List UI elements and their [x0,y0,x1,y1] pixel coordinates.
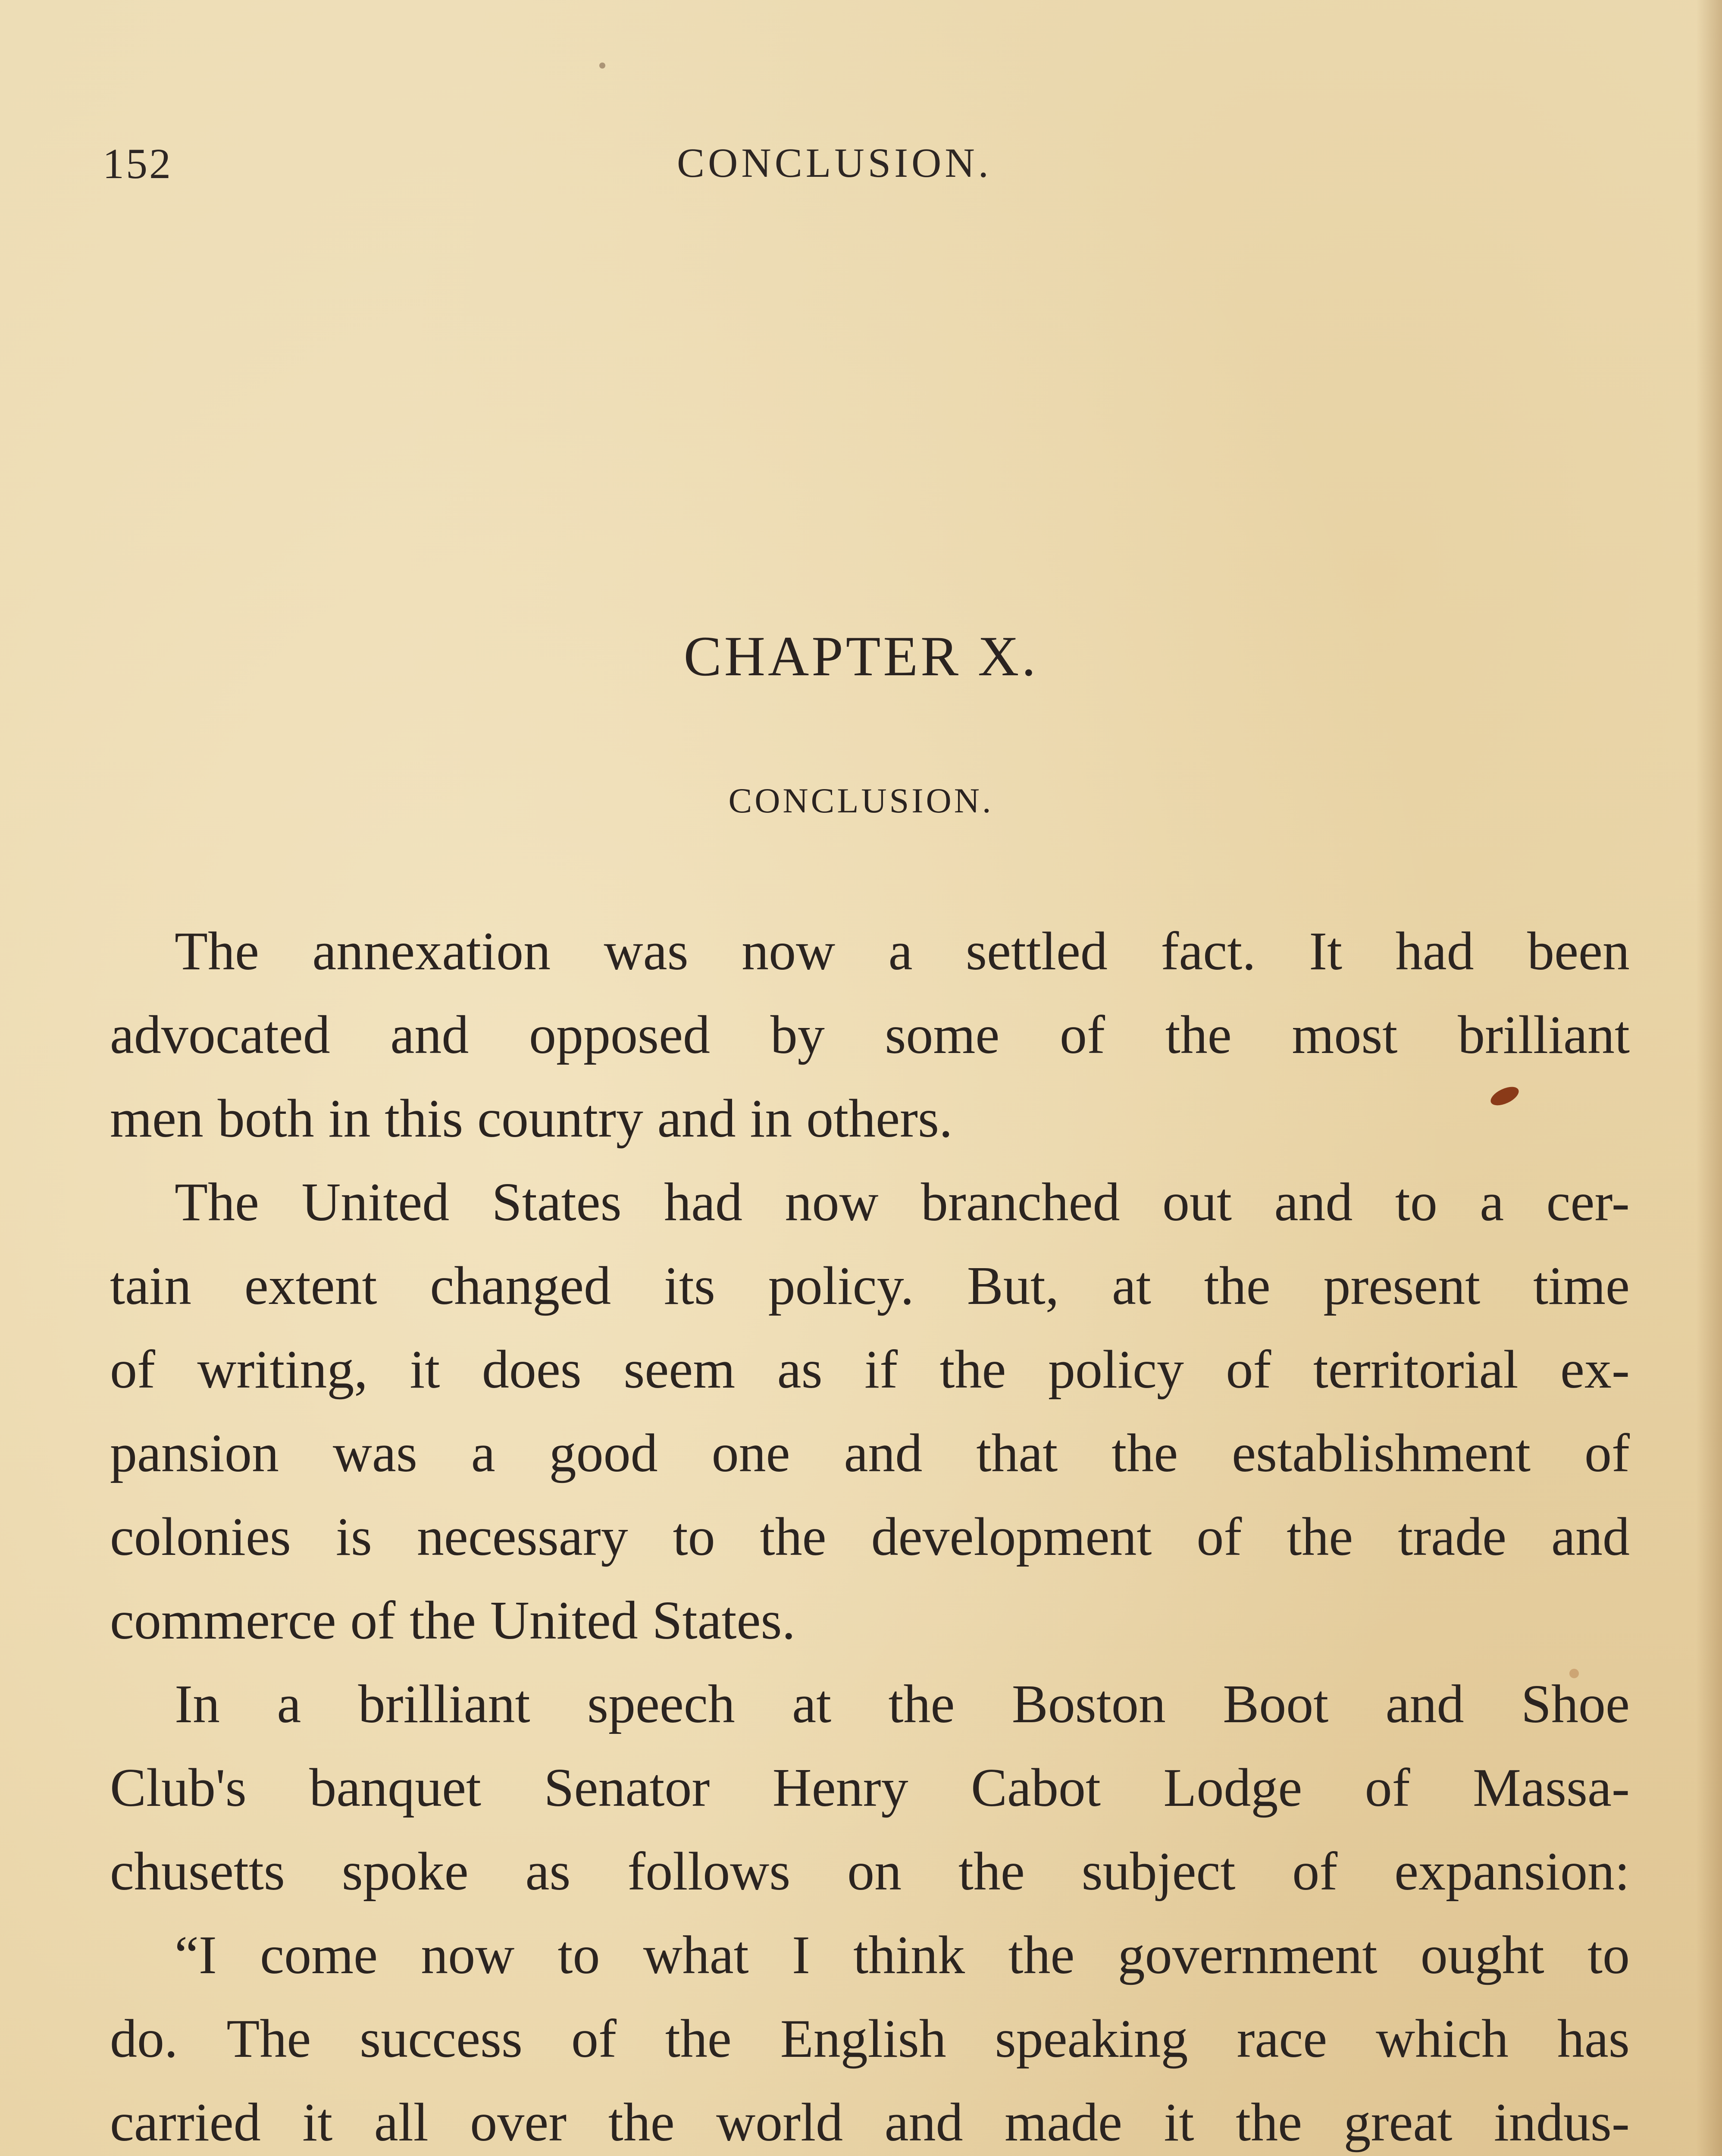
word: But, [967,1256,1059,1316]
word: of [1060,1005,1105,1065]
word: the [1165,1005,1232,1065]
word: had [664,1172,743,1232]
word: great [1343,2093,1453,2153]
word: opposed [529,1005,710,1065]
word: both [217,1089,314,1149]
word: what [643,1925,749,1985]
word: cer- [1546,1172,1630,1232]
word: United [490,1591,638,1651]
word: subject [1081,1842,1236,1902]
word: territorial [1313,1340,1518,1400]
word: States [492,1172,622,1232]
text-line [110,1830,1630,1914]
word: now [785,1172,879,1232]
body-text [110,910,1630,2156]
word: it [1164,2093,1194,2153]
word: pansion [110,1423,279,1483]
word: of [110,1340,155,1400]
word: which [1376,2009,1509,2069]
word: the [958,1842,1025,1902]
word: tain [110,1256,191,1316]
word: to [557,1925,600,1985]
text-line [110,1663,1630,1746]
text-line [110,1914,1630,1997]
word: chusetts [110,1842,285,1902]
text-line [110,1997,1630,2081]
word: I [792,1925,810,1985]
word: time [1533,1256,1630,1316]
word: now [421,1925,515,1985]
word: Shoe [1521,1674,1630,1734]
word: as [525,1842,571,1902]
word: advocated [110,1005,330,1065]
word: In [175,1674,220,1734]
word: of [1584,1423,1630,1483]
word: present [1323,1256,1481,1316]
word: United [301,1172,450,1232]
word: the [888,1674,955,1734]
word: the [939,1340,1006,1400]
word: others. [806,1089,953,1149]
word: to [673,1507,715,1567]
text-line [110,1579,1630,1663]
word: Boston [1011,1674,1166,1734]
word: trade [1398,1507,1507,1567]
word: on [847,1842,902,1902]
word: some [885,1005,1000,1065]
word: indus- [1493,2093,1630,2153]
text-line [110,993,1630,1077]
word: speech [587,1674,735,1734]
text-line [110,1328,1630,1412]
word: that [976,1423,1058,1483]
word: seem [623,1340,736,1400]
text-line [110,910,1630,993]
word: annexation [312,921,551,981]
word: in [750,1089,792,1149]
running-head: CONCLUSION. [677,140,992,186]
word: a [1480,1172,1504,1232]
word: “I [175,1925,217,1985]
word: Senator [544,1758,710,1818]
word: necessary [416,1507,628,1567]
word: brilliant [1458,1005,1630,1065]
word: carried [110,2093,261,2153]
word: has [1557,2009,1630,2069]
text-line [110,1495,1630,1579]
word: and [844,1423,923,1483]
word: country [477,1089,643,1149]
word: now [742,921,836,981]
word: at [792,1674,832,1734]
word: race [1237,2009,1328,2069]
word: was [604,921,689,981]
text-line [110,1412,1630,1495]
text-line [110,1244,1630,1328]
word: the [1111,1423,1178,1483]
word: the [760,1507,827,1567]
word: the [608,2093,675,2153]
word: brilliant [358,1674,530,1734]
word: the [665,2009,732,2069]
word: over [470,2093,567,2153]
word: establishment [1232,1423,1531,1483]
word: of [1365,1758,1410,1818]
word: banquet [309,1758,482,1818]
word: and [1551,1507,1630,1567]
word: Massa- [1473,1758,1630,1818]
word: fact. [1161,921,1256,981]
text-line [110,1746,1630,1830]
word: do. [110,2009,178,2069]
word: The [175,1172,259,1232]
word: of [1196,1507,1242,1567]
word: and [657,1089,736,1149]
word: commerce [110,1591,336,1651]
text-line [110,1161,1630,1244]
word: government [1118,1925,1378,1985]
word: settled [966,921,1108,981]
word: Club's [110,1758,247,1818]
word: all [374,2093,429,2153]
word: the [1008,1925,1075,1985]
chapter-subtitle: CONCLUSION. [728,781,994,820]
word: branched [920,1172,1120,1232]
word: the [410,1591,476,1651]
word: by [770,1005,825,1065]
word: come [260,1925,378,1985]
word: one [711,1423,790,1483]
word: the [1236,2093,1302,2153]
word: States. [652,1591,795,1651]
word: had [1395,921,1474,981]
text-line [110,1077,1630,1161]
word: Boot [1223,1674,1329,1734]
page-edge-shadow [1696,0,1722,2156]
word: as [777,1340,823,1400]
word: of [1292,1842,1338,1902]
word: and [884,2093,963,2153]
word: does [482,1340,582,1400]
word: it [302,2093,333,2153]
page-number: 152 [103,140,172,188]
chapter-title: CHAPTER X. [683,624,1039,688]
text-line [110,2081,1630,2156]
word: writing, [197,1340,368,1400]
word: Henry [772,1758,908,1818]
word: The [175,921,259,981]
word: a [888,921,913,981]
word: the [1204,1256,1271,1316]
word: is [335,1507,372,1567]
word: of [1226,1340,1271,1400]
word: at [1112,1256,1151,1316]
word: made [1005,2093,1122,2153]
word: extent [244,1256,377,1316]
word: it [410,1340,440,1400]
word: men [110,1089,204,1149]
word: and [1274,1172,1353,1232]
word: out [1162,1172,1232,1232]
word: think [853,1925,965,1985]
word: development [871,1507,1152,1567]
word: and [1385,1674,1464,1734]
word: ex- [1560,1340,1630,1400]
word: of [571,2009,617,2069]
word: changed [430,1256,611,1316]
word: to [1395,1172,1437,1232]
word: its [664,1256,715,1316]
word: the [1287,1507,1353,1567]
word: It [1309,921,1343,981]
word: ought [1420,1925,1544,1985]
word: in [328,1089,371,1149]
word: was [332,1423,417,1483]
word: policy [1048,1340,1184,1400]
word: English [780,2009,946,2069]
word: Lodge [1163,1758,1302,1818]
word: expansion: [1394,1842,1630,1902]
word: policy. [768,1256,914,1316]
word: if [864,1340,898,1400]
word: and [390,1005,469,1065]
word: colonies [110,1507,291,1567]
word: a [277,1674,301,1734]
word: a [471,1423,495,1483]
paper-speck [599,63,605,69]
word: been [1527,921,1630,981]
word: speaking [995,2009,1188,2069]
word: follows [627,1842,791,1902]
word: The [226,2009,311,2069]
word: most [1292,1005,1398,1065]
word: success [360,2009,523,2069]
word: spoke [341,1842,469,1902]
word: to [1587,1925,1630,1985]
word: this [385,1089,463,1149]
word: of [350,1591,396,1651]
word: good [549,1423,658,1483]
word: Cabot [971,1758,1101,1818]
word: world [716,2093,843,2153]
